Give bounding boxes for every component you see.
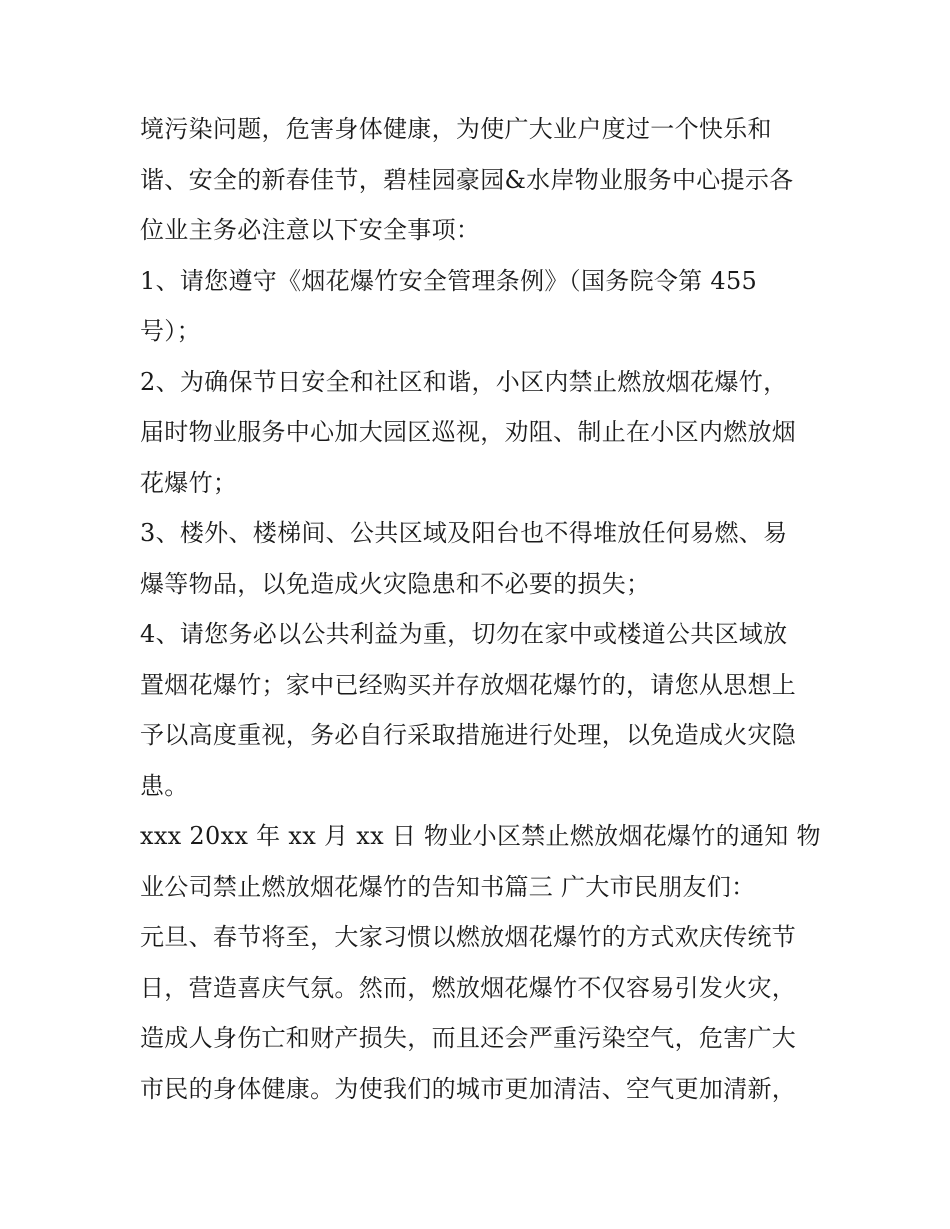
- text-line: 患。: [140, 771, 189, 800]
- text-line: 届时物业服务中心加大园区巡视，劝阻、制止在小区内燃放烟: [140, 418, 797, 446]
- text-line: xxx 20xx 年 xx 月 xx 日 物业小区禁止燃放烟花爆竹的通知 物: [140, 822, 821, 850]
- text-line: 境污染问题，危害身体健康，为使广大业户度过一个快乐和: [140, 115, 772, 143]
- text-line: 位业主务必注意以下安全事项：: [140, 216, 481, 244]
- text-line: 1、请您遵守《烟花爆竹安全管理条例》（国务院令第 455: [140, 266, 758, 295]
- text-line: 2、为确保节日安全和社区和谐，小区内禁止燃放烟花爆竹，: [140, 367, 788, 396]
- text-line: 元旦、春节将至，大家习惯以燃放烟花爆竹的方式欢庆传统节: [140, 923, 797, 951]
- text-line: 花爆竹；: [140, 468, 238, 497]
- text-line: 置烟花爆竹；家中已经购买并存放烟花爆竹的，请您从思想上: [140, 670, 797, 699]
- document-body: [140, 104, 820, 1114]
- text-line: 市民的身体健康。为使我们的城市更加清洁、空气更加清新，: [140, 1074, 797, 1103]
- text-line: 予以高度重视，务必自行采取措施进行处理，以免造成火灾隐: [140, 721, 797, 749]
- text-line: 业公司禁止燃放烟花爆竹的告知书篇三 广大市民朋友们：: [140, 872, 756, 901]
- text-line: 4、请您务必以公共利益为重，切勿在家中或楼道公共区域放: [140, 620, 788, 648]
- text-line: 造成人身伤亡和财产损失，而且还会严重污染空气，危害广大: [140, 1024, 797, 1052]
- text-line: 谐、安全的新春佳节，碧桂园豪园&水岸物业服务中心提示各: [140, 165, 794, 194]
- text-line: 日，营造喜庆气氛。然而，燃放烟花爆竹不仅容易引发火灾，: [140, 973, 797, 1002]
- text-line: 爆等物品，以免造成火灾隐患和不必要的损失；: [140, 569, 651, 598]
- text-line: 号）；: [140, 317, 201, 345]
- text-line: 3、楼外、楼梯间、公共区域及阳台也不得堆放任何易燃、易: [140, 519, 788, 547]
